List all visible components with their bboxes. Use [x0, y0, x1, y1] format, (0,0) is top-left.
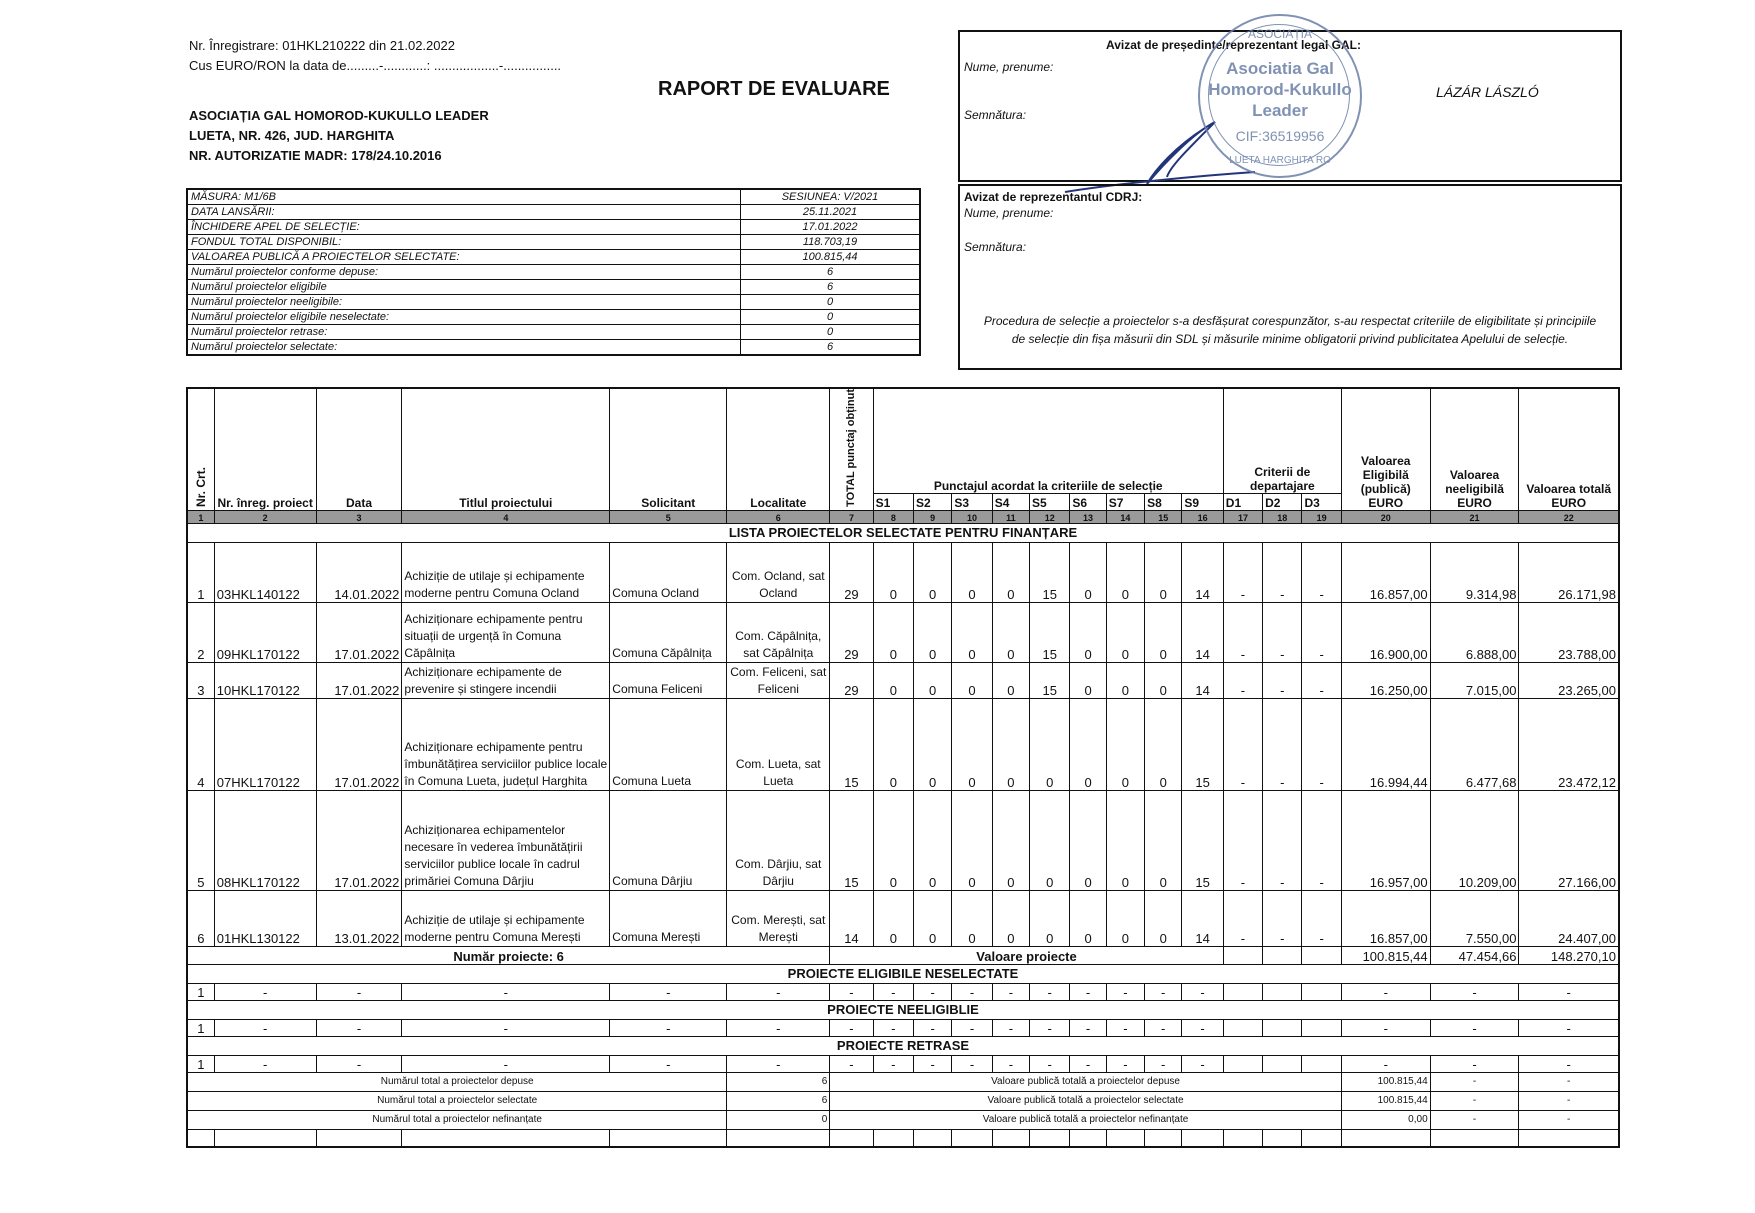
summary-row: [187, 280, 920, 295]
column-number: 22: [1519, 510, 1619, 523]
column-number: 19: [1302, 510, 1341, 523]
gal-stamp: ASOCIAȚIA Asociatia Gal Homorod-Kukullo Leader CIF:36519956 LUETA HARGHITA RO: [1198, 14, 1362, 178]
col-score-header: Punctajul acordat la criteriile de selecție: [873, 388, 1223, 493]
row-total-score: 29: [830, 662, 873, 698]
row-score: 0: [1145, 662, 1182, 698]
row-criteria: -: [1223, 698, 1262, 790]
summary-row: [187, 250, 920, 265]
row-score: 0: [873, 698, 913, 790]
row-score: 0: [1070, 602, 1106, 662]
column-number: 14: [1106, 510, 1144, 523]
summary-label: Numărul proiectelor neeligibile:: [187, 295, 741, 310]
table-row: [187, 890, 1619, 946]
row-locality: Com. Dârjiu, sat Dârjiu: [727, 790, 830, 890]
col-date-header: Data: [316, 388, 402, 510]
column-number: 15: [1145, 510, 1182, 523]
summary-row: [187, 235, 920, 250]
totals-row: [187, 946, 1619, 964]
row-date: 17.01.2022: [316, 698, 402, 790]
row-locality: Com. Lueta, sat Lueta: [727, 698, 830, 790]
summary-value: 118.703,19: [741, 235, 921, 250]
table-row: [187, 542, 1619, 602]
summary-row: [187, 310, 920, 325]
table-row: [187, 662, 1619, 698]
totals-total: 148.270,10: [1519, 946, 1619, 964]
row-eligible-value: 16.857,00: [1341, 890, 1430, 946]
criteria-subheader: D2: [1263, 493, 1302, 510]
row-ineligible-value: 9.314,98: [1430, 542, 1519, 602]
summary-value: SESIUNEA: V/2021: [741, 189, 921, 205]
col-total-header: TOTAL punctaj obținut: [830, 388, 873, 510]
row-eligible-value: 16.957,00: [1341, 790, 1430, 890]
col-criteria-header: Criterii de departajare: [1223, 388, 1341, 493]
cdrj-note: Procedura de selecție a proiectelor s-a desfășurat corespunzător, s-au respectat criteriile de eligibilitate și principiile de selecție din fișa măsurii din SDL și măsurile minime obligatorii privind publicitatea Apelului de selecție.: [983, 314, 1597, 346]
row-reg: 01HKL130122: [214, 890, 316, 946]
score-subheader: S4: [992, 493, 1029, 510]
column-number: 7: [830, 510, 873, 523]
row-score: 14: [1182, 602, 1223, 662]
row-criteria: -: [1302, 602, 1341, 662]
summary-label: ÎNCHIDERE APEL DE SELECȚIE:: [187, 220, 741, 235]
row-score: 0: [873, 602, 913, 662]
president-signature-label: Semnătura:: [964, 108, 1027, 122]
row-total-value: 27.166,00: [1519, 790, 1619, 890]
footer-row: [187, 1091, 1619, 1110]
page-title: RAPORT DE EVALUARE: [658, 78, 890, 100]
summary-row: [187, 220, 920, 235]
col-ineligible-header: Valoarea neeligibilă EURO: [1430, 388, 1519, 510]
row-total-value: 26.171,98: [1519, 542, 1619, 602]
row-ineligible-value: 6.888,00: [1430, 602, 1519, 662]
row-applicant: Comuna Feliceni: [610, 662, 727, 698]
summary-value: 17.01.2022: [741, 220, 921, 235]
summary-value: 6: [741, 280, 921, 295]
footer-label: Numărul total a proiectelor depuse: [187, 1072, 727, 1091]
column-number: 10: [952, 510, 992, 523]
row-score: 0: [1106, 698, 1144, 790]
row-applicant: Comuna Căpâlnița: [610, 602, 727, 662]
col-total-value-header: Valoarea totală EURO: [1519, 388, 1619, 510]
section-ineligible: PROIECTE NEELIGIBLIE: [187, 1000, 1619, 1019]
row-reg: 07HKL170122: [214, 698, 316, 790]
row-score: 0: [952, 602, 992, 662]
column-number: 5: [610, 510, 727, 523]
row-criteria: -: [1302, 890, 1341, 946]
row-score: 0: [952, 890, 992, 946]
row-score: 0: [952, 662, 992, 698]
section-selected: LISTA PROIECTELOR SELECTATE PENTRU FINANȚARE: [187, 523, 1619, 542]
footer-value-total: -: [1519, 1110, 1619, 1129]
row-score: 0: [1030, 790, 1070, 890]
row-score: 0: [914, 890, 952, 946]
row-reg: 09HKL170122: [214, 602, 316, 662]
summary-value: 6: [741, 265, 921, 280]
row-nr: 6: [187, 890, 214, 946]
row-locality: Com. Căpâlnița, sat Căpâlnița: [727, 602, 830, 662]
column-number: 18: [1263, 510, 1302, 523]
row-score: 0: [1106, 890, 1144, 946]
totals-ineligible: 47.454,66: [1430, 946, 1519, 964]
row-score: 0: [1106, 662, 1144, 698]
row-date: 13.01.2022: [316, 890, 402, 946]
summary-row: [187, 325, 920, 340]
president-name-value: LÁZÁR LÁSZLÓ: [1436, 84, 1539, 100]
row-score: 0: [873, 662, 913, 698]
org-name: ASOCIAȚIA GAL HOMOROD-KUKULLO LEADER: [189, 108, 489, 123]
table-row: [187, 602, 1619, 662]
row-eligible-value: 16.994,44: [1341, 698, 1430, 790]
summary-label: Numărul proiectelor eligibile: [187, 280, 741, 295]
summary-label: MĂSURA: M1/6B: [187, 189, 741, 205]
row-score: 15: [1030, 662, 1070, 698]
column-number: 17: [1223, 510, 1262, 523]
row-score: 0: [952, 790, 992, 890]
cdrj-signature-label: Semnătura:: [964, 240, 1027, 254]
footer-value-ineligible: -: [1430, 1091, 1519, 1110]
criteria-subheader: D3: [1302, 493, 1341, 510]
column-number: 16: [1182, 510, 1223, 523]
row-title: Achiziție de utilaje și echipamente moderne pentru Comuna Merești: [402, 890, 610, 946]
row-score: 0: [952, 542, 992, 602]
summary-row: [187, 340, 920, 356]
column-number: 6: [727, 510, 830, 523]
summary-table: [186, 188, 921, 356]
row-total-score: 14: [830, 890, 873, 946]
row-score: 0: [1070, 790, 1106, 890]
row-title: Achiziționarea echipamentelor necesare în vederea îmbunătățirii serviciilor publice locale în cadrul primăriei Comuna Dârjiu: [402, 790, 610, 890]
col-eligible-header: Valoarea Eligibilă (publică) EURO: [1341, 388, 1430, 510]
row-locality: Com. Merești, sat Merești: [727, 890, 830, 946]
row-score: 0: [914, 602, 952, 662]
score-subheader: S1: [873, 493, 913, 510]
footer-label: Numărul total a proiectelor nefinanțate: [187, 1110, 727, 1129]
footer-row: [187, 1110, 1619, 1129]
evaluation-table: [186, 387, 1620, 1148]
row-date: 14.01.2022: [316, 542, 402, 602]
row-score: 0: [1106, 602, 1144, 662]
column-number: 8: [873, 510, 913, 523]
row-score: 0: [1145, 890, 1182, 946]
totals-eligible: 100.815,44: [1341, 946, 1430, 964]
row-criteria: -: [1263, 698, 1302, 790]
totals-values-label: Valoare proiecte: [830, 946, 1224, 964]
row-ineligible-value: 10.209,00: [1430, 790, 1519, 890]
summary-label: Numărul proiectelor conforme depuse:: [187, 265, 741, 280]
row-reg: 08HKL170122: [214, 790, 316, 890]
summary-value: 100.815,44: [741, 250, 921, 265]
summary-row: [187, 205, 920, 220]
row-score: 15: [1182, 790, 1223, 890]
row-title: Achiziție de utilaje și echipamente moderne pentru Comuna Ocland: [402, 542, 610, 602]
footer-count: 6: [727, 1091, 830, 1110]
row-total-value: 24.407,00: [1519, 890, 1619, 946]
summary-value: 0: [741, 325, 921, 340]
row-criteria: -: [1223, 790, 1262, 890]
row-locality: Com. Ocland, sat Ocland: [727, 542, 830, 602]
summary-row: [187, 295, 920, 310]
row-score: 0: [992, 790, 1029, 890]
row-score: 0: [952, 698, 992, 790]
summary-value: 0: [741, 310, 921, 325]
col-title-header: Titlul proiectului: [402, 388, 610, 510]
column-number: 1: [187, 510, 214, 523]
column-number: 13: [1070, 510, 1106, 523]
row-score: 0: [914, 542, 952, 602]
column-number: 20: [1341, 510, 1430, 523]
row-score: 0: [1070, 662, 1106, 698]
row-score: 0: [914, 790, 952, 890]
row-score: 0: [992, 542, 1029, 602]
row-criteria: -: [1263, 662, 1302, 698]
row-applicant: Comuna Merești: [610, 890, 727, 946]
row-score: 14: [1182, 542, 1223, 602]
score-subheader: S8: [1145, 493, 1182, 510]
summary-label: FONDUL TOTAL DISPONIBIL:: [187, 235, 741, 250]
row-ineligible-value: 7.015,00: [1430, 662, 1519, 698]
summary-label: Numărul proiectelor selectate:: [187, 340, 741, 356]
row-criteria: -: [1302, 662, 1341, 698]
cdrj-name-label: Nume, prenume:: [964, 206, 1054, 220]
score-subheader: S5: [1030, 493, 1070, 510]
footer-count: 6: [727, 1072, 830, 1091]
footer-value-total: -: [1519, 1072, 1619, 1091]
row-score: 0: [1030, 890, 1070, 946]
org-address: LUETA, NR. 426, JUD. HARGHITA: [189, 128, 395, 143]
col-nr-header: Nr. Crt.: [187, 388, 214, 510]
row-total-value: 23.265,00: [1519, 662, 1619, 698]
row-reg: 10HKL170122: [214, 662, 316, 698]
row-score: 0: [1145, 790, 1182, 890]
row-score: 0: [992, 890, 1029, 946]
row-score: 0: [992, 662, 1029, 698]
row-title: Achiziționare echipamente de prevenire și stingere incendii: [402, 662, 610, 698]
row-score: 0: [1070, 890, 1106, 946]
row-score: 0: [1145, 602, 1182, 662]
row-score: 0: [873, 542, 913, 602]
footer-value-ineligible: -: [1430, 1072, 1519, 1091]
score-subheader: S3: [952, 493, 992, 510]
row-applicant: Comuna Ocland: [610, 542, 727, 602]
footer-row: [187, 1072, 1619, 1091]
table-row: [187, 790, 1619, 890]
empty-row: 1 - - - - - - - - - - - - - - - - - -: [187, 1055, 1619, 1072]
row-criteria: -: [1263, 790, 1302, 890]
column-number: 4: [402, 510, 610, 523]
row-score: 0: [1145, 542, 1182, 602]
president-name-label: Nume, prenume:: [964, 60, 1054, 74]
score-subheader: S9: [1182, 493, 1223, 510]
row-score: 0: [873, 890, 913, 946]
footer-value-eligible: 0,00: [1341, 1110, 1430, 1129]
summary-value: 0: [741, 295, 921, 310]
blank-row: [187, 1129, 1619, 1147]
row-reg: 03HKL140122: [214, 542, 316, 602]
column-number: 3: [316, 510, 402, 523]
totals-label: Număr proiecte: 6: [187, 946, 830, 964]
exchange-line: Cus EURO/RON la data de.........-............: ..................-................: [189, 58, 562, 73]
column-number: 2: [214, 510, 316, 523]
cdrj-heading: Avizat de reprezentantul CDRJ:: [964, 190, 1143, 204]
row-criteria: -: [1223, 602, 1262, 662]
footer-label: Numărul total a proiectelor selectate: [187, 1091, 727, 1110]
footer-value-ineligible: -: [1430, 1110, 1519, 1129]
row-nr: 1: [187, 542, 214, 602]
criteria-subheader: D1: [1223, 493, 1262, 510]
row-applicant: Comuna Lueta: [610, 698, 727, 790]
table-row: [187, 698, 1619, 790]
footer-value-label: Valoare publică totală a proiectelor depuse: [830, 1072, 1342, 1091]
column-number: 11: [992, 510, 1029, 523]
row-total-score: 15: [830, 698, 873, 790]
row-score: 14: [1182, 890, 1223, 946]
row-date: 17.01.2022: [316, 790, 402, 890]
row-criteria: -: [1263, 542, 1302, 602]
row-score: 0: [1106, 542, 1144, 602]
col-applicant-header: Solicitant: [610, 388, 727, 510]
row-total-score: 29: [830, 602, 873, 662]
row-criteria: -: [1302, 790, 1341, 890]
summary-label: VALOAREA PUBLICĂ A PROIECTELOR SELECTATE:: [187, 250, 741, 265]
row-total-score: 15: [830, 790, 873, 890]
row-criteria: -: [1223, 542, 1262, 602]
row-score: 0: [992, 602, 1029, 662]
org-authorization: NR. AUTORIZATIE MADR: 178/24.10.2016: [189, 148, 442, 163]
column-number: 12: [1030, 510, 1070, 523]
registration-line: Nr. Înregistrare: 01HKL210222 din 21.02.2022: [189, 38, 455, 53]
row-ineligible-value: 7.550,00: [1430, 890, 1519, 946]
row-criteria: -: [1302, 698, 1341, 790]
column-number: 21: [1430, 510, 1519, 523]
row-score: 0: [1070, 698, 1106, 790]
row-date: 17.01.2022: [316, 602, 402, 662]
score-subheader: S7: [1106, 493, 1144, 510]
row-score: 0: [1106, 790, 1144, 890]
footer-value-label: Valoare publică totală a proiectelor nefinanțate: [830, 1110, 1342, 1129]
row-score: 0: [1070, 542, 1106, 602]
row-score: 15: [1030, 602, 1070, 662]
cdrj-approval-box: [958, 184, 1622, 370]
row-criteria: -: [1223, 662, 1262, 698]
row-applicant: Comuna Dârjiu: [610, 790, 727, 890]
row-score: 0: [992, 698, 1029, 790]
row-criteria: -: [1263, 602, 1302, 662]
row-ineligible-value: 6.477,68: [1430, 698, 1519, 790]
footer-value-eligible: 100.815,44: [1341, 1091, 1430, 1110]
summary-value: 25.11.2021: [741, 205, 921, 220]
row-title: Achiziționare echipamente pentru îmbunătățirea serviciilor publice locale în Comuna Lueta, județul Harghita: [402, 698, 610, 790]
footer-count: 0: [727, 1110, 830, 1129]
row-eligible-value: 16.900,00: [1341, 602, 1430, 662]
score-subheader: S6: [1070, 493, 1106, 510]
row-score: 0: [914, 662, 952, 698]
summary-label: Numărul proiectelor eligibile neselectate:: [187, 310, 741, 325]
score-subheader: S2: [914, 493, 952, 510]
summary-value: 6: [741, 340, 921, 356]
row-criteria: -: [1263, 890, 1302, 946]
row-eligible-value: 16.250,00: [1341, 662, 1430, 698]
row-date: 17.01.2022: [316, 662, 402, 698]
row-criteria: -: [1223, 890, 1262, 946]
summary-label: Numărul proiectelor retrase:: [187, 325, 741, 340]
row-nr: 2: [187, 602, 214, 662]
row-total-value: 23.788,00: [1519, 602, 1619, 662]
summary-row: [187, 189, 920, 205]
row-nr: 5: [187, 790, 214, 890]
section-withdrawn: PROIECTE RETRASE: [187, 1036, 1619, 1055]
row-criteria: -: [1302, 542, 1341, 602]
column-number: 9: [914, 510, 952, 523]
summary-label: DATA LANSĂRII:: [187, 205, 741, 220]
president-heading: Avizat de președinte/reprezentant legal GAL:: [1106, 38, 1361, 52]
footer-value-eligible: 100.815,44: [1341, 1072, 1430, 1091]
row-total-score: 29: [830, 542, 873, 602]
section-eligible-unselected: PROIECTE ELIGIBILE NESELECTATE: [187, 964, 1619, 983]
row-total-value: 23.472,12: [1519, 698, 1619, 790]
row-score: 14: [1182, 662, 1223, 698]
row-nr: 4: [187, 698, 214, 790]
col-reg-header: Nr. înreg. proiect: [214, 388, 316, 510]
empty-row: 1 - - - - - - - - - - - - - - - - - -: [187, 1019, 1619, 1036]
row-score: 0: [1030, 698, 1070, 790]
row-nr: 3: [187, 662, 214, 698]
footer-value-label: Valoare publică totală a proiectelor selectate: [830, 1091, 1342, 1110]
row-eligible-value: 16.857,00: [1341, 542, 1430, 602]
col-locality-header: Localitate: [727, 388, 830, 510]
summary-row: [187, 265, 920, 280]
footer-value-total: -: [1519, 1091, 1619, 1110]
row-score: 0: [1145, 698, 1182, 790]
row-title: Achiziționare echipamente pentru situații de urgență în Comuna Căpâlnița: [402, 602, 610, 662]
row-score: 15: [1182, 698, 1223, 790]
row-score: 15: [1030, 542, 1070, 602]
row-score: 0: [873, 790, 913, 890]
row-score: 0: [914, 698, 952, 790]
empty-row: 1 - - - - - - - - - - - - - - - - - -: [187, 983, 1619, 1000]
row-locality: Com. Feliceni, sat Feliceni: [727, 662, 830, 698]
